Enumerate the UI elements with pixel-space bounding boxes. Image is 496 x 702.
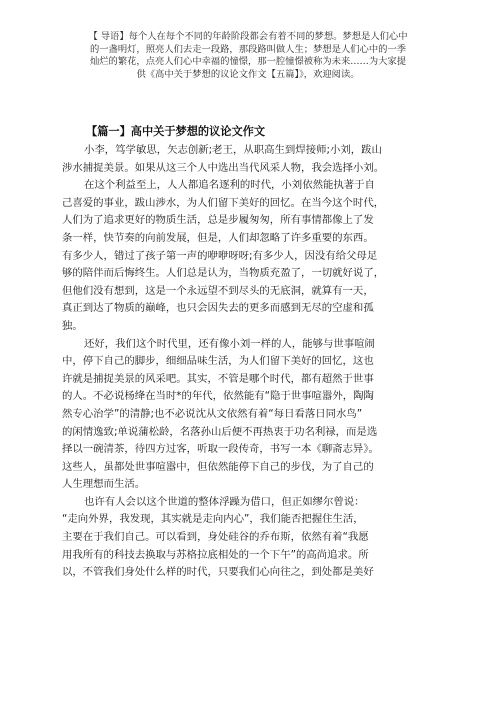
body-line: 涉水捕捉美景。如果从这三个人中选出当代风采人物，我会选择小刘。 bbox=[62, 161, 385, 174]
body-line: 的闲情逸致;单说蒲松龄，名落孙山后便不再热衷于功名利禄，而是选 bbox=[62, 425, 378, 438]
body-line: 中，停下自己的脚步，细细品味生活，为人们留下美好的回忆，这也 bbox=[62, 355, 374, 368]
body-line: 择以一碗清茶，待四方过客，听取一段传奇，书写一本《聊斋志异》。 bbox=[62, 443, 379, 456]
body-line: 己喜爱的事业，跋山涉水，为人们留下美好的回忆。在当今这个时代， bbox=[62, 196, 385, 209]
body-line: 主要在于我们自己。可以看到，身处硅谷的乔布斯，依然有着“我愿 bbox=[62, 531, 369, 544]
body-line: 的人。不必说杨绛在当时*的年代，依然能有“隐于世事喧嚣外，陶陶 bbox=[62, 390, 374, 403]
body-line: 用我所有的科技去换取与苏格拉底相处的一个下午”的高尚追求。所 bbox=[62, 548, 369, 561]
guide-line: 灿烂的繁花，点亮人们心中幸福的憧憬，那一腔憧憬被称为未来……为大家提 bbox=[89, 56, 407, 68]
body-line: 有多少人，错过了孩子第一声的咿咿呀呀;有多少人，因没有给父母足 bbox=[62, 249, 378, 262]
article-heading: 【篇一】高中关于梦想的议论文作文 bbox=[86, 125, 266, 138]
body-line: 人生理想而生活。 bbox=[62, 478, 146, 491]
body-line: 小李，笃学敏思，矢志创新;老王，从职高生到焊接师;小刘，跋山 bbox=[84, 144, 382, 156]
body-line: 条一样，快节奏的向前发展，但是，人们却忽略了许多重要的东西。 bbox=[62, 231, 374, 244]
body-line: 也许有人会以这个世道的整体浮躁为借口，但正如缪尔曾说： bbox=[84, 495, 365, 508]
body-line: 还好，我们这个时代里，还有像小刘一样的人，能够与世事喧闹 bbox=[84, 337, 375, 350]
article-body bbox=[62, 142, 434, 582]
body-line: 以，不管我们身处什么样的时代，只要我们心向往之，到处都是美好 bbox=[62, 566, 374, 579]
guide-line: 【 导语】每个人在每个不同的年龄阶段都会有着不同的梦想。梦想是人们心中 bbox=[88, 31, 408, 42]
body-line: 但他们没有想到，这是一个永远望不到尽头的无底洞，就算有一天， bbox=[62, 284, 374, 297]
body-line: 在这个利益至上，人人都追名逐利的时代，小刘依然能执著于自 bbox=[84, 179, 375, 192]
body-line: 独。 bbox=[62, 319, 83, 332]
guide-intro bbox=[62, 31, 434, 81]
body-line: 真正到达了物质的巅峰，也只会因失去的更多而感到无尽的空虚和孤 bbox=[62, 302, 374, 315]
body-line: 够的陪伴而后悔终生。人们总是认为，当物质充盈了，一切就好说了， bbox=[62, 267, 385, 280]
body-line: 许就是捕捉美景的风采吧。其实，不管是哪个时代，都有超然于世事 bbox=[62, 372, 374, 385]
guide-line: 的一盏明灯，照亮人们去走一段路，那段路叫做人生；梦想是人们心中的一季 bbox=[89, 43, 407, 55]
guide-line: 供《高中关于梦想的议论文作文【五篇】》，欢迎阅读。 bbox=[136, 68, 360, 80]
body-line: 然专心治学”的清静;也不必说沈从文依然有着“每日看落日同水鸟” bbox=[62, 407, 363, 420]
body-line: “走向外界，我发现，其实就是走向内心”，我们能否把握住生活， bbox=[62, 513, 364, 526]
body-line: 人们为了追求更好的物质生活，总是步履匆匆，所有事情都像上了发 bbox=[62, 214, 374, 227]
body-line: 这些人，虽都处世事喧嚣中，但依然能停下自己的步伐，为了自己的 bbox=[62, 460, 374, 473]
